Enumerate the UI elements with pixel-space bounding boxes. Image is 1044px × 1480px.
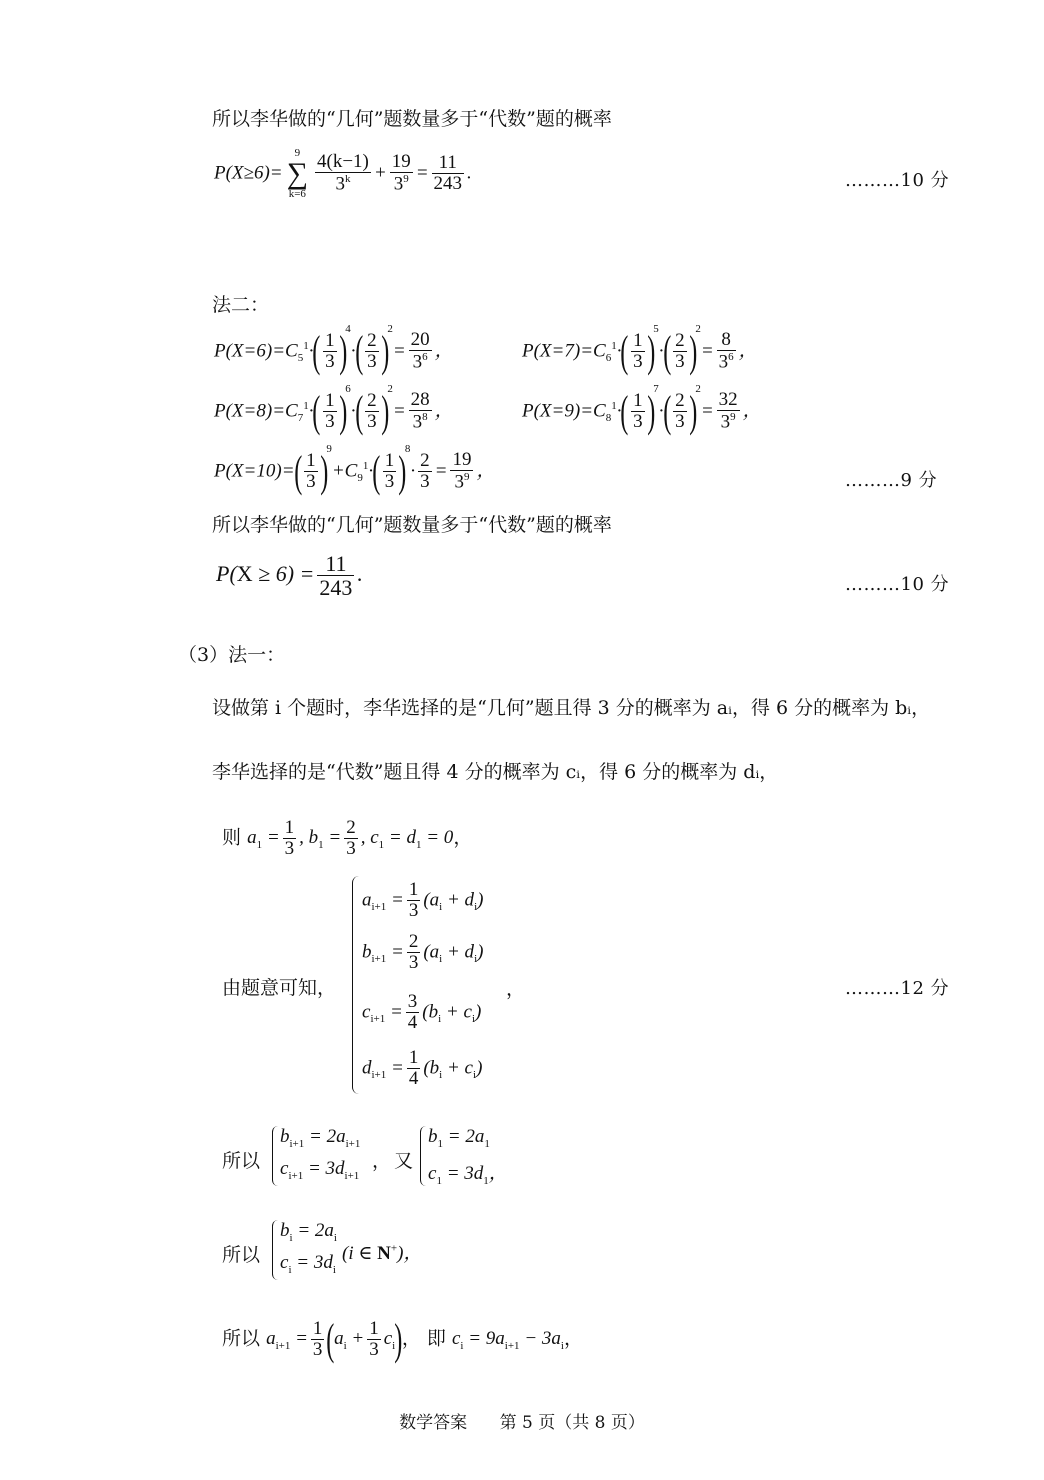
formula-px8: $P(X=8)=C_7^1\cdot$( $\frac{1}{3}$ )$^6$·( $\frac{2}{3}$ )$^2$= $\frac{28}{3^8}$ ， bbox=[214, 383, 454, 436]
formula-a-next: $a_{i+1}$ = $\frac{1}{3}$ $(a_i + d_i)$ bbox=[362, 879, 484, 921]
text-define-cd: 李华选择的是“代数”题且得 4 分的概率为 cᵢ，得 6 分的概率为 dᵢ， bbox=[212, 761, 779, 783]
score-10-b: ………10 分 bbox=[845, 574, 950, 595]
brace-rel1 bbox=[272, 1126, 278, 1186]
method-2-heading: 法二： bbox=[212, 294, 270, 316]
text-conclusion-1: 所以李华做的“几何”题数量多于“代数”题的概率 bbox=[212, 108, 612, 130]
so-label-2: 所以 bbox=[222, 1244, 261, 1266]
formula-b-rel: $b_{i+1} = 2a_{i+1}$ bbox=[280, 1126, 361, 1150]
brace-rel1b bbox=[420, 1126, 426, 1186]
formula-bi: $b_i = 2a_i$ bbox=[280, 1220, 337, 1244]
formula-px9: $P(X=9)=C_8^1\cdot$( $\frac{1}{3}$ )$^7$·( $\frac{2}{3}$ )$^2$= $\frac{32}{3^9}$ ， bbox=[522, 383, 762, 436]
footer-subject: 数学答案 bbox=[399, 1413, 468, 1433]
formula-d-next: $d_{i+1}$ = $\frac{1}{4}$ $(b_i + c_i)$ bbox=[362, 1047, 483, 1089]
score-12: ………12 分 bbox=[845, 978, 950, 999]
score-9: ………9 分 bbox=[845, 470, 938, 491]
page-footer bbox=[0, 1408, 1044, 1433]
formula-c-rel: $c_{i+1} = 3d_{i+1}$ bbox=[280, 1158, 360, 1182]
formula-recurrence: 所以 $a_{i+1}$ = $\frac{1}{3}$ ($a_i$ + $\frac{1}{3}$ $c_i$)， 即 $c_i = 9a_{i+1} - 3a_i$， bbox=[222, 1315, 583, 1364]
system-brace bbox=[352, 876, 359, 1094]
formula-b-next: $b_{i+1}$ = $\frac{2}{3}$ $(a_i + d_i)$ bbox=[362, 931, 484, 973]
formula-px6: $P(X=6)=C_5^1\cdot$( $\frac{1}{3}$ )$^4$·( $\frac{2}{3}$ )$^2$= $\frac{20}{3^6}$ ， bbox=[214, 323, 454, 376]
formula-c-next: $c_{i+1}$ = $\frac{3}{4}$ $(b_i + c_i)$ bbox=[362, 991, 482, 1033]
formula-result: P(X ≥ 6) = $\frac{11}{243}$ . bbox=[216, 551, 363, 601]
part-3-heading: （3）法一： bbox=[178, 644, 286, 666]
text-from-problem: 由题意可知， bbox=[222, 977, 337, 999]
formula-px7: $P(X=7)=C_6^1\cdot$( $\frac{1}{3}$ )$^5$·( $\frac{2}{3}$ )$^2$= $\frac{8}{3^6}$ ， bbox=[522, 323, 758, 376]
footer-page: 第 5 页（共 8 页） bbox=[499, 1413, 645, 1433]
formula-sum: P(X≥6)= 9 ∑ k=6 $\frac{4(k-1)}{3^k}$ + $\frac{19}{3^9}$ = $\frac{11}{243}$ . bbox=[214, 147, 472, 200]
formula-initial: 则 $a_1$ = $\frac{1}{3}$ , $b_1$ = $\frac{2}{3}$ , $c_1 = d_1 = 0$， bbox=[222, 817, 473, 859]
formula-domain: (i ∈ N+)， bbox=[342, 1242, 423, 1264]
ie-label: 即 bbox=[426, 1327, 446, 1350]
again-label: 又 bbox=[394, 1150, 414, 1172]
so-label-1: 所以 bbox=[222, 1150, 261, 1172]
formula-px10: P(X=10)=( $\frac{1}{3}$ )$^9+C_9^1\cdot$( $\frac{1}{3}$ )$^8$· $\frac{2}{3}$ = $\frac{19}{3^9}$ ， bbox=[214, 443, 496, 496]
formula-b1-rel: $b_1 = 2a_1$ bbox=[428, 1126, 490, 1150]
formula-ci: $c_i = 3d_i$ bbox=[280, 1252, 336, 1276]
formula-c1-rel: $c_1 = 3d_1$， bbox=[428, 1163, 508, 1187]
comma-rel1: ， bbox=[372, 1150, 392, 1172]
system-comma: ， bbox=[506, 978, 526, 1000]
text-conclusion-2: 所以李华做的“几何”题数量多于“代数”题的概率 bbox=[212, 514, 612, 536]
then-label: 则 bbox=[222, 826, 242, 849]
score-10-a: ………10 分 bbox=[845, 170, 950, 191]
so-label-3: 所以 bbox=[222, 1327, 261, 1350]
text-define-ab: 设做第 i 个题时，李华选择的是“几何”题且得 3 分的概率为 aᵢ，得 6 分的概率为 bᵢ， bbox=[212, 697, 931, 719]
brace-rel2 bbox=[272, 1220, 278, 1280]
